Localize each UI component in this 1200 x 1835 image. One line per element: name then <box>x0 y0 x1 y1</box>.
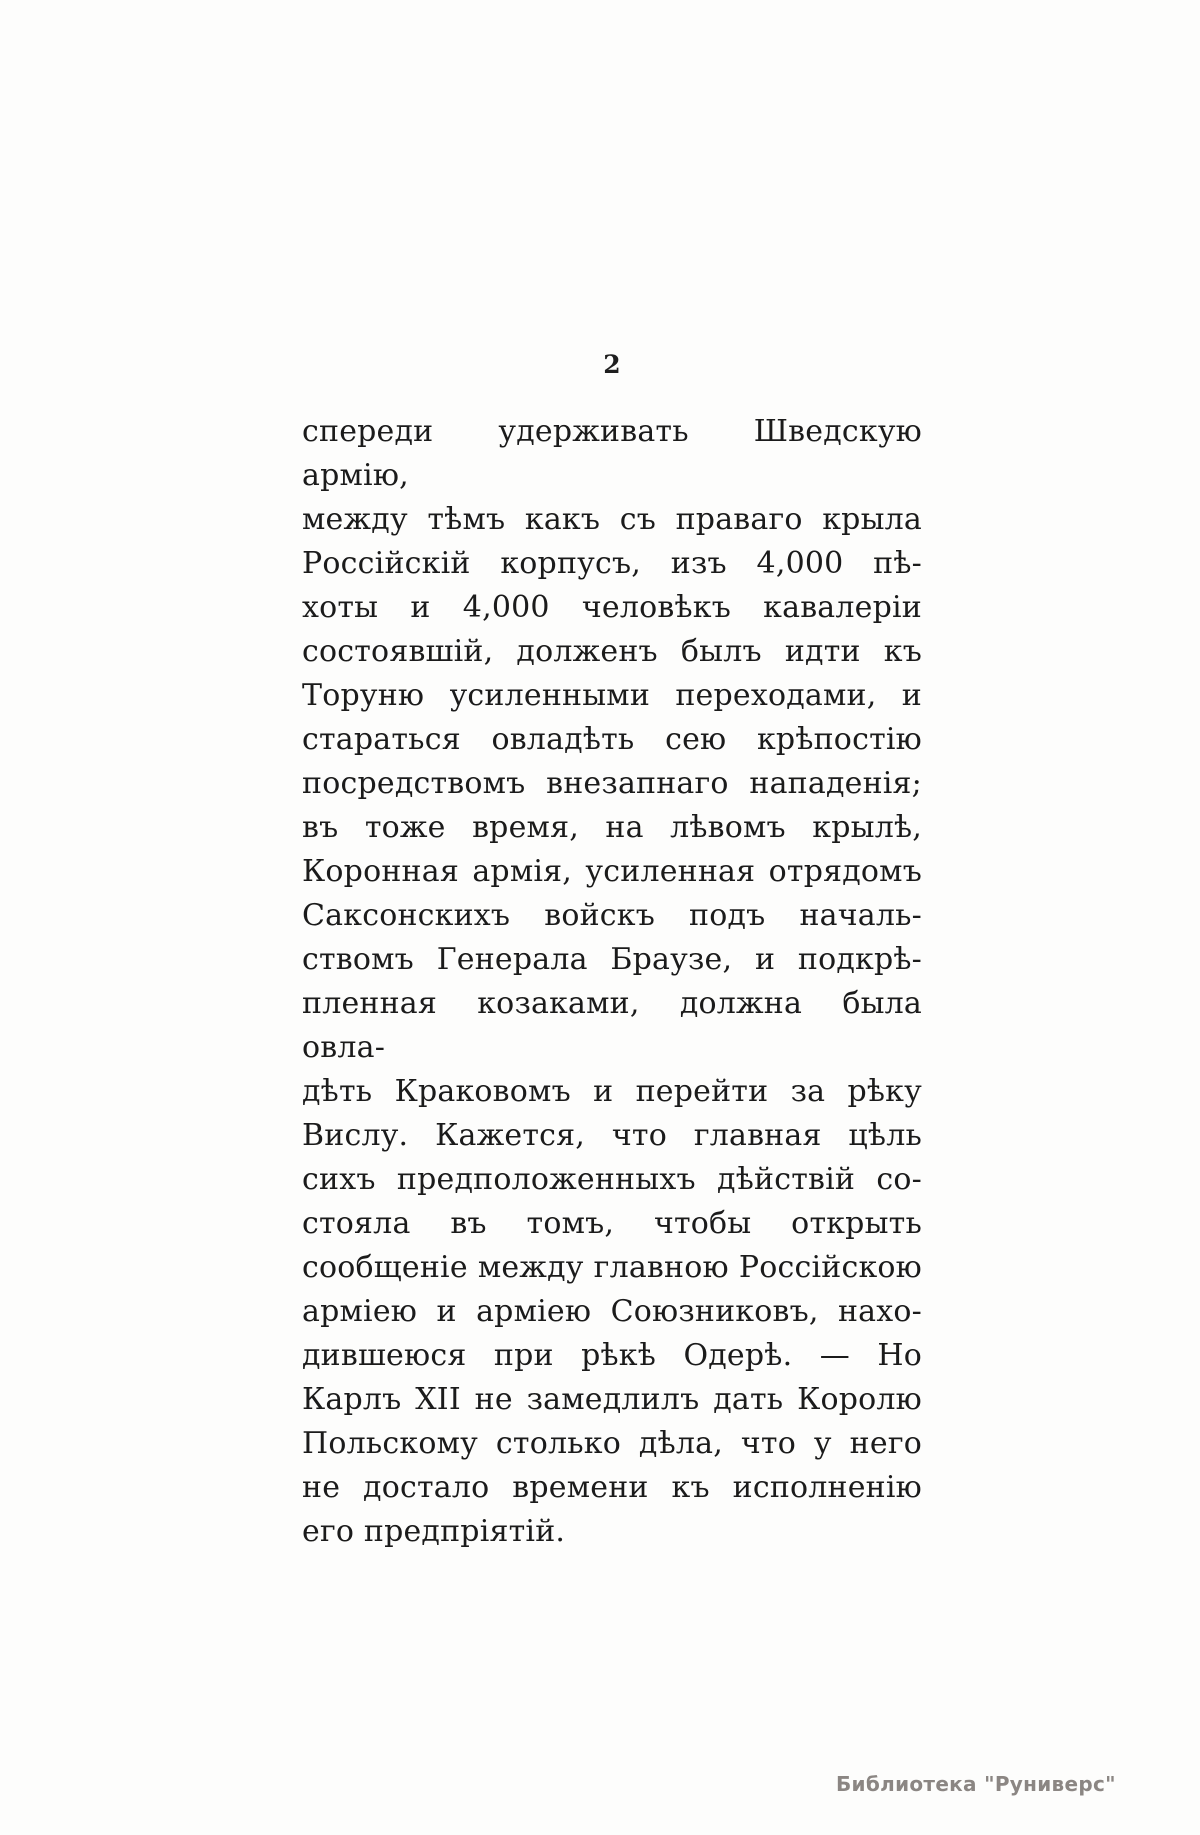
text-line: Польскому столько дѣла, что у него <box>302 1426 922 1461</box>
text-line: дившеюся при рѣкѣ Одерѣ. — Но <box>302 1338 922 1373</box>
text-line: стараться овладѣть сею крѣпостію <box>302 722 922 757</box>
page-number: 2 <box>603 350 621 379</box>
text-line: въ тоже время, на лѣвомъ крылѣ, <box>302 810 922 845</box>
text-line: сихъ предположенныхъ дѣйствій со- <box>302 1162 922 1197</box>
text-line: Россійскій корпусъ, изъ 4,000 пѣ- <box>302 546 922 581</box>
text-line: хоты и 4,000 человѣкъ кавалеріи <box>302 590 922 625</box>
text-line: Вислу. Кажется, что главная цѣль <box>302 1118 922 1153</box>
text-line: посредствомъ внезапнаго нападенія; <box>302 766 922 801</box>
text-line: Коронная армія, усиленная отрядомъ <box>302 854 922 889</box>
text-block <box>302 410 922 1554</box>
text-line: его предпріятій. <box>302 1514 566 1549</box>
text-line: сообщеніе между главною Россійскою <box>302 1250 922 1285</box>
text-line: арміею и арміею Союзниковъ, нахо- <box>302 1294 922 1329</box>
text-line: между тѣмъ какъ съ праваго крыла <box>302 502 922 537</box>
text-line: Саксонскихъ войскъ подъ началь- <box>302 898 922 933</box>
text-line: стояла въ томъ, чтобы открыть <box>302 1206 922 1241</box>
library-watermark: Библиотека "Руниверс" <box>836 1772 1116 1796</box>
text-line: состоявшій, долженъ былъ идти къ <box>302 634 922 669</box>
text-line: ствомъ Генерала Браузе, и подкрѣ- <box>302 942 922 977</box>
text-line: спереди удерживать Шведскую армію, <box>302 414 922 493</box>
text-line: не достало времени къ исполненію <box>302 1470 922 1505</box>
text-line: пленная козаками, должна была овла- <box>302 986 922 1065</box>
text-line: Торуню усиленными переходами, и <box>302 678 922 713</box>
text-line: Карлъ XII не замедлилъ дать Королю <box>302 1382 922 1417</box>
text-line: дѣть Краковомъ и перейти за рѣку <box>302 1074 922 1109</box>
